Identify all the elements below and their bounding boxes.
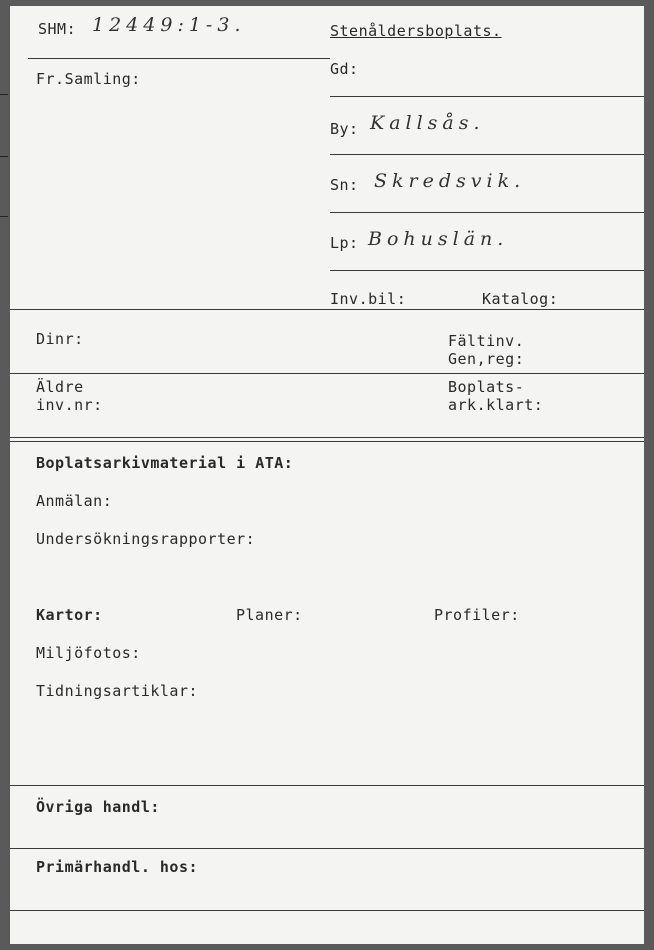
miljofotos-label: Miljöfotos: [36, 644, 141, 662]
aldre-label: Äldre [36, 378, 84, 396]
sn-label: Sn: [330, 176, 359, 194]
by-label: By: [330, 120, 359, 138]
undersokning-label: Undersökningsrapporter: [36, 530, 256, 548]
arkklart-label: ark.klart: [448, 396, 544, 414]
inv-bil-label: Inv.bil: [330, 290, 407, 308]
ovriga-handl-label: Övriga handl: [36, 798, 160, 816]
by-value: Kallsås. [370, 112, 485, 134]
gd-rule [330, 96, 644, 97]
invnr-label: inv.nr: [36, 396, 103, 414]
tidningsartiklar-label: Tidningsartiklar: [36, 682, 199, 700]
lp-label: Lp: [330, 234, 359, 252]
section-rule-2 [10, 373, 644, 374]
archive-heading: Boplatsarkivmaterial i ATA: [36, 454, 294, 472]
section-rule-1 [10, 309, 644, 310]
shm-value: 12449:1-3. [92, 14, 246, 36]
site-type-label: Stenåldersboplats. [330, 22, 502, 40]
genreg-label: Gen,reg: [448, 350, 525, 368]
boplats-label: Boplats- [448, 378, 525, 396]
profiler-label: Profiler: [434, 606, 520, 624]
edge-tick [0, 94, 8, 95]
section-rule-6 [10, 910, 644, 911]
by-rule [330, 154, 644, 155]
sn-value: Skredsvik. [374, 170, 526, 192]
section-rule-4 [10, 785, 644, 786]
kartor-label: Kartor: [36, 606, 103, 624]
sn-rule [330, 212, 644, 213]
edge-tick [0, 156, 8, 157]
section-rule-3a [10, 437, 644, 438]
catalog-card [10, 6, 644, 944]
gd-label: Gd: [330, 60, 359, 78]
primarhandl-label: Primärhandl. hos: [36, 858, 199, 876]
faltinv-label: Fältinv. [448, 332, 525, 350]
planer-label: Planer: [236, 606, 303, 624]
section-rule-5 [10, 848, 644, 849]
dinr-label: Dinr: [36, 330, 84, 348]
katalog-label: Katalog: [482, 290, 559, 308]
lp-value: Bohuslän. [368, 228, 509, 250]
section-rule-3b [10, 441, 644, 442]
lp-rule [330, 270, 644, 271]
fr-samling-rule [28, 58, 330, 59]
anmalan-label: Anmälan: [36, 492, 113, 510]
fr-samling-label: Fr.Samling: [36, 70, 141, 88]
shm-label: SHM: [38, 20, 77, 38]
edge-tick [0, 216, 8, 217]
